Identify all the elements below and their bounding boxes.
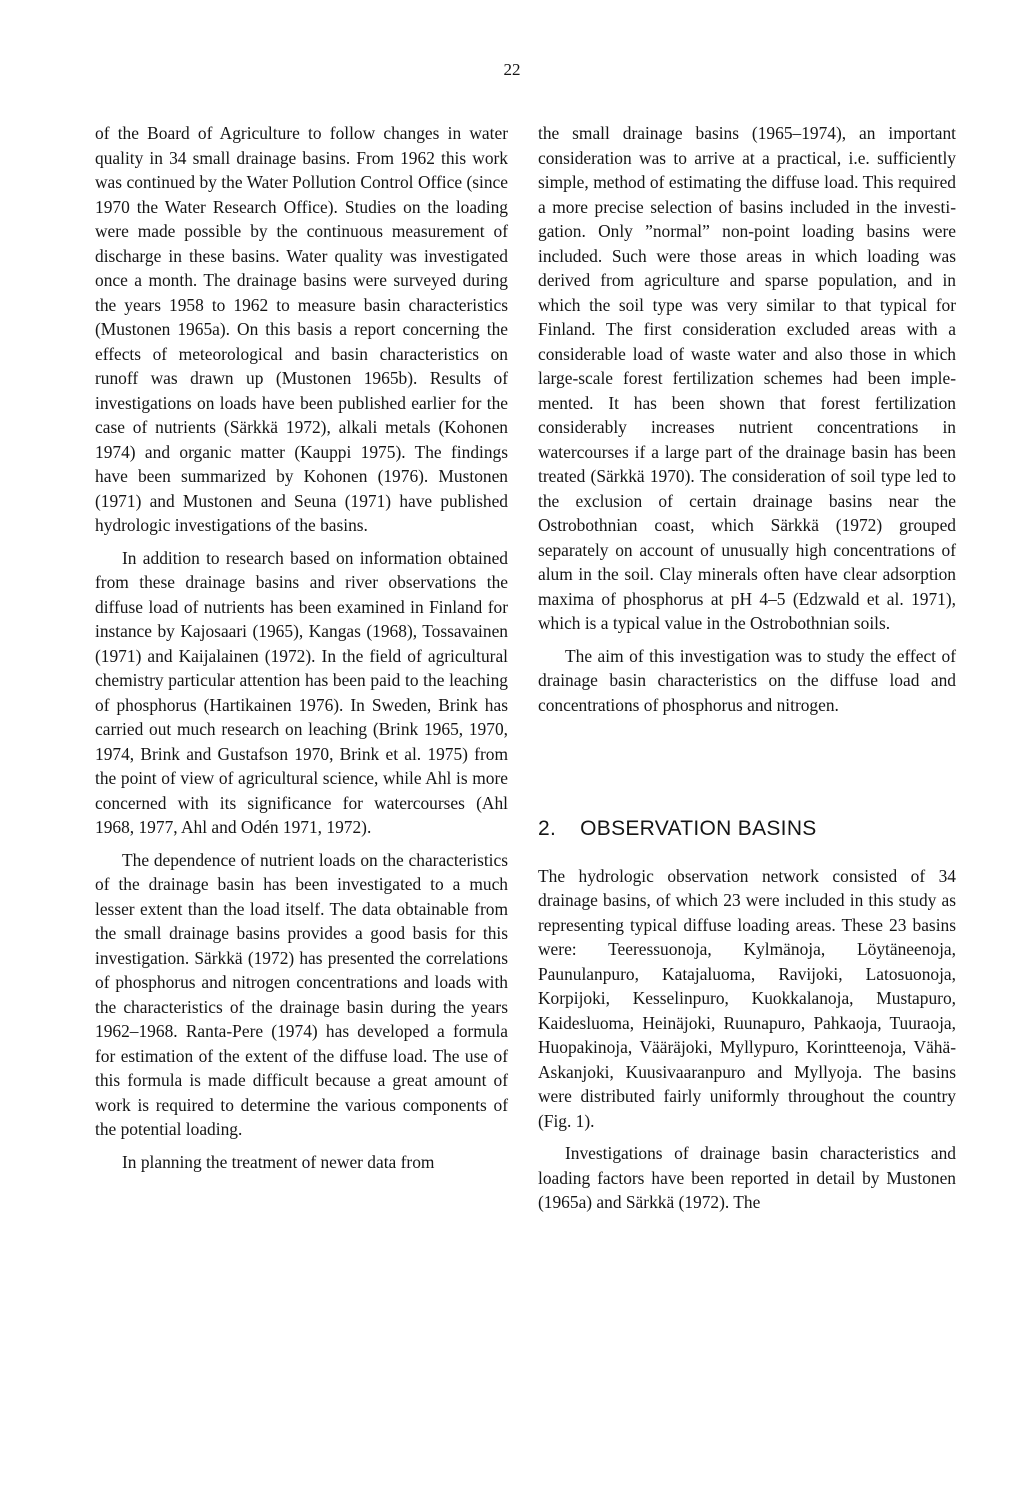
section-title: OBSERVATION BASINS (580, 817, 817, 840)
right-column (538, 121, 956, 1223)
left-column (95, 121, 508, 1182)
body-paragraph: In addition to research based on information obtained from these drainage basins and river observations the diffuse load of nutrients has been examined in Finland for instance by Kajosaari (1965), Kangas (1968), Tossavainen (1971) and Kaijalainen (1972). In the field of agricultural chemistry particular attention has been paid to the leaching of phosphorus (Hartikainen 1976). In Sweden, Brink has carried out much research on leaching (Brink 1965, 1970, 1974, Brink and Gustafson 1970, Brink et al. 1975) from the point of view of agricultural science, while Ahl is more concerned with its significance for watercourses (Ahl 1968, 1977, Ahl and Odén 1971, 1972). (95, 547, 508, 837)
body-paragraph: The dependence of nutrient loads on the characteristics of the drainage basin has been investigated to a much lesser extent than the load itself. The data obtainable from the small drainage basins provides a good basis for this investigation. Särkkä (1972) has presented the correlations of phosphorus and nitrogen concentrations and loads with the characteristics of the drainage basin during the years 1962–1968. Ranta-Pere (1974) has developed a formula for estimation of the extent of the diffuse load. The use of this formula is made difficult because a great amount of work is required to determine the various components of the potential loading. (95, 849, 508, 1139)
page-number: 22 (503, 60, 521, 79)
body-paragraph: In planning the treatment of newer data from (122, 1151, 435, 1172)
body-paragraph: The hydrologic observation network consisted of 34 drainage basins, of which 23 were included in this study as representing typical diffuse loading areas. These 23 basins were: Teeressuonoja, Kylmänoja, Löytäneenoja, Paunulanpuro, Katajaluoma, Ravijoki, Latosuonoja, Korpijoki, Kesselinpuro, Kuokkalanoja, Mustapuro, Kaidesluoma, Heinäjoki, Ruunapuro, Pahkaoja, Tuuraoja, Huopakinoja, Vääräjoki, Myllypuro, Korintteenoja, Vähä-Askanjoki, Kuusivaaranpuro and Myllyoja. The basins were distributed fairly uniformly throughout the country (Fig. 1). (538, 865, 956, 1131)
section-heading (538, 817, 956, 842)
body-paragraph: of the Board of Agriculture to follow changes in water quality in 34 small drainage basins. From 1962 this work was continued by the Water Pollution Control Office (since 1970 the Water Research Office). Studies on the loading were made possible by the continuous measurement of discharge in these basins. Water quality was investigated once a month. The drainage basins were surveyed during the years 1958 to 1962 to measure basin characteristics (Mustonen 1965a). On this basis a report concerning the effects of meteorological and basin characteristics on runoff was drawn up (Mustonen 1965b). Results of investigations on loads have been published earlier for the case of nutrients (Särkkä 1972), alkali metals (Kohonen 1974) and organic matter (Kauppi 1975). The findings have been summarized by Kohonen (1976). Mustonen (1971) and Mustonen and Seuna (1971) have published hydrologic investigations of the basins. (95, 123, 508, 535)
body-paragraph: the small drainage basins (1965–1974), an important consideration was to arrive at a practical, i.e. sufficiently simple, method of estimating the diffuse load. This required a more precise selection of basins included in the investigation. Only ”normal” non-point loading basins were included. Such were those areas in which loading was derived from agriculture and sparse population, and in which the soil type was very similar to that typical for Finland. The first consideration excluded areas with a considerable load of waste water and also those in which large-scale forest fertilization schemes had been implemented. It has been shown that forest fertilization considerably increases nutrient concentrations in watercourses if a large part of the drainage basin has been treated (Särkkä 1970). The consideration of soil type led to the exclusion of certain drainage basins near the Ostrobothnian coast, which Särkkä (1972) grouped separately on account of unusually high concentrations of alum in the soil. Clay minerals often have clear adsorption maxima of phosphorus at pH 4–5 (Edzwald et al. 1971), which is a typical value in the Ostrobothnian soils. (538, 123, 956, 633)
body-paragraph: The aim of this investigation was to study the effect of drainage basin characteristics on the diffuse load and concentrations of phosphorus and nitrogen. (538, 645, 956, 715)
section-number: 2. (538, 817, 557, 840)
body-paragraph: Investigations of drainage basin characteristics and loading factors have been reported in detail by Mustonen (1965a) and Särkkä (1972). The (538, 1143, 956, 1212)
